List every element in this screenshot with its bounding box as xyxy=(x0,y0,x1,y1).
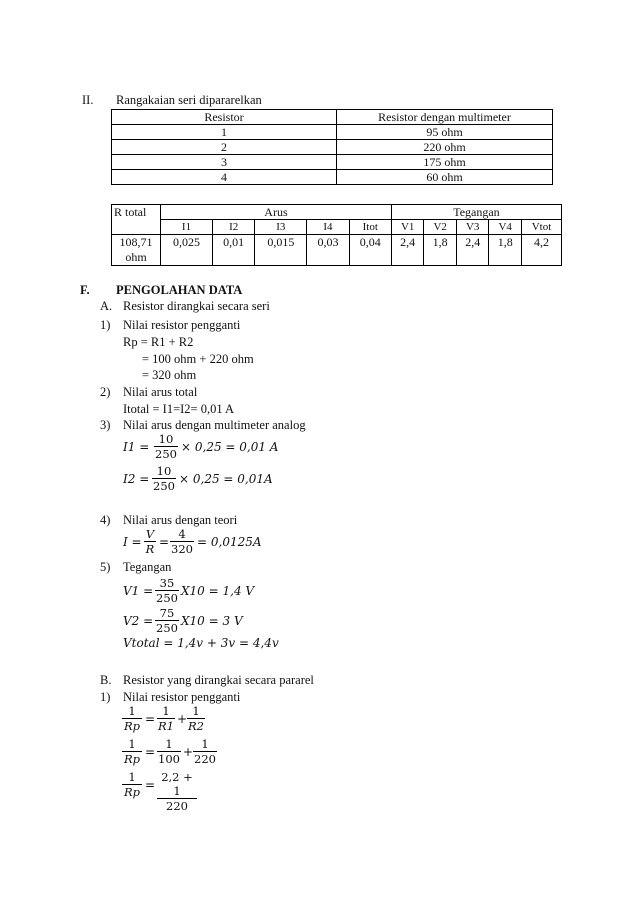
plus: + xyxy=(183,745,194,759)
col-header-arus: Arus xyxy=(161,205,392,220)
denominator: 220 xyxy=(194,752,216,766)
cell: 4 xyxy=(112,170,337,185)
fraction xyxy=(122,770,142,799)
numerator: V xyxy=(145,527,155,541)
numerator: 1 xyxy=(201,737,209,751)
item-title: Nilai arus dengan teori xyxy=(123,513,238,527)
table-row xyxy=(112,170,553,185)
cell: 95 ohm xyxy=(337,125,553,140)
sub-header: V4 xyxy=(489,220,522,235)
cell: 1,8 xyxy=(489,235,522,266)
denominator: R2 xyxy=(188,719,204,733)
denominator: 250 xyxy=(153,479,175,493)
item-number: 3) xyxy=(100,418,111,432)
item-number: 1) xyxy=(100,690,111,704)
fraction xyxy=(155,576,179,605)
sub-header: V3 xyxy=(456,220,489,235)
denominator: 220 xyxy=(157,798,197,813)
numerator: 1 xyxy=(162,704,170,718)
cell: 0,025 xyxy=(161,235,213,266)
col-header-tegangan: Tegangan xyxy=(391,205,561,220)
fraction xyxy=(170,527,194,556)
item-number: 5) xyxy=(100,560,111,574)
fraction xyxy=(154,432,178,461)
sub-header: I1 xyxy=(161,220,213,235)
fraction xyxy=(122,737,142,766)
sub-header: I2 xyxy=(213,220,255,235)
equation-line: Vtotal = 1,4v + 3v = 4,4v xyxy=(123,636,279,650)
numerator: 4 xyxy=(178,527,186,541)
cell: 4,2 xyxy=(521,235,561,266)
numerator: 75 xyxy=(159,606,175,620)
item-title: Nilai resistor pengganti xyxy=(123,318,241,332)
item-title: Nilai arus dengan multimeter analog xyxy=(123,418,306,432)
section-title: Rangakaian seri dipararelkan xyxy=(116,93,262,107)
cell: 60 ohm xyxy=(337,170,553,185)
sub-header: Vtot xyxy=(521,220,561,235)
denominator: 100 xyxy=(158,752,180,766)
equation-rhs: × 0,25 = 0,01A xyxy=(179,472,273,486)
subsection-title: Resistor yang dirangkai secara pararel xyxy=(123,673,314,687)
subsection-letter: A. xyxy=(100,299,113,313)
equation-lhs: V1 = xyxy=(123,584,154,598)
numerator: 1 xyxy=(128,704,136,718)
numerator: 1 xyxy=(128,770,136,784)
sub-header: Itot xyxy=(349,220,391,235)
equation-lhs: V2 = xyxy=(123,614,154,628)
denominator: 250 xyxy=(156,591,178,605)
cell: 0,04 xyxy=(349,235,391,266)
denominator: R1 xyxy=(158,719,174,733)
equation-line: = 100 ohm + 220 ohm xyxy=(142,352,254,366)
numerator: 2,2 + 1 xyxy=(161,770,193,798)
fraction xyxy=(152,464,176,493)
denominator: Rp xyxy=(123,752,141,766)
equation-rhs: X10 = 3 V xyxy=(181,614,243,628)
subsection-letter: B. xyxy=(100,673,112,687)
denominator: Rp xyxy=(123,785,141,799)
item-number: 1) xyxy=(100,318,111,332)
numerator: 10 xyxy=(158,432,174,446)
plus: + xyxy=(177,712,188,726)
section-title: PENGOLAHAN DATA xyxy=(116,283,243,297)
resistor-table xyxy=(111,109,553,185)
fraction xyxy=(193,737,217,766)
equation-rhs: × 0,25 = 0,01 A xyxy=(181,440,279,454)
cell: 3 xyxy=(112,155,337,170)
fraction xyxy=(157,770,197,813)
cell: 175 ohm xyxy=(337,155,553,170)
table-row xyxy=(112,155,553,170)
equation-line: = 320 ohm xyxy=(142,368,197,382)
cell: 2 xyxy=(112,140,337,155)
item-number: 2) xyxy=(100,385,111,399)
fraction xyxy=(157,704,175,733)
cell: 2,4 xyxy=(456,235,489,266)
sub-header: I4 xyxy=(307,220,349,235)
measurement-table xyxy=(111,204,562,266)
table-row xyxy=(112,235,562,266)
numerator: 35 xyxy=(159,576,175,590)
section-number: II. xyxy=(82,93,94,107)
rtotal-value: 108,71 ohm xyxy=(112,235,161,266)
cell: 1 xyxy=(112,125,337,140)
denominator: R xyxy=(145,542,155,556)
denominator: 320 xyxy=(171,542,193,556)
item-title: Nilai arus total xyxy=(123,385,198,399)
numerator: 1 xyxy=(165,737,173,751)
subsection-title: Resistor dirangkai secara seri xyxy=(123,299,270,313)
equals: = xyxy=(145,778,156,792)
section-letter: F. xyxy=(80,283,90,297)
item-title: Nilai resistor pengganti xyxy=(123,690,241,704)
equation-lhs: I1 = xyxy=(123,440,150,454)
table-row xyxy=(112,125,553,140)
cell: 2,4 xyxy=(391,235,424,266)
equation-lhs: I = xyxy=(123,535,142,549)
item-title: Tegangan xyxy=(123,560,172,574)
fraction xyxy=(144,527,156,556)
col-header-rtotal: R total xyxy=(112,205,161,235)
denominator: Rp xyxy=(123,719,141,733)
numerator: 1 xyxy=(128,737,136,751)
equals: = xyxy=(159,535,170,549)
fraction xyxy=(155,606,179,635)
fraction xyxy=(157,737,181,766)
equation-line: Rp = R1 + R2 xyxy=(123,335,194,349)
cell: 220 ohm xyxy=(337,140,553,155)
cell: 0,03 xyxy=(307,235,349,266)
denominator: 250 xyxy=(156,621,178,635)
cell: 1,8 xyxy=(424,235,457,266)
equation-line: Itotal = I1=I2= 0,01 A xyxy=(123,402,235,416)
item-number: 4) xyxy=(100,513,111,527)
equation-rhs: X10 = 1,4 V xyxy=(181,584,255,598)
equals: = xyxy=(145,712,156,726)
denominator: 250 xyxy=(155,447,177,461)
fraction xyxy=(122,704,142,733)
numerator: 10 xyxy=(156,464,172,478)
equation-lhs: I2 = xyxy=(123,472,150,486)
equals: = xyxy=(145,745,156,759)
sub-header: I3 xyxy=(255,220,307,235)
sub-header: V1 xyxy=(391,220,424,235)
fraction xyxy=(187,704,205,733)
cell: 0,01 xyxy=(213,235,255,266)
sub-header: V2 xyxy=(424,220,457,235)
col-header-resistor: Resistor xyxy=(112,110,337,125)
equation-rhs: = 0,0125A xyxy=(197,535,262,549)
col-header-multimeter: Resistor dengan multimeter xyxy=(337,110,553,125)
table-row xyxy=(112,140,553,155)
numerator: 1 xyxy=(192,704,200,718)
cell: 0,015 xyxy=(255,235,307,266)
